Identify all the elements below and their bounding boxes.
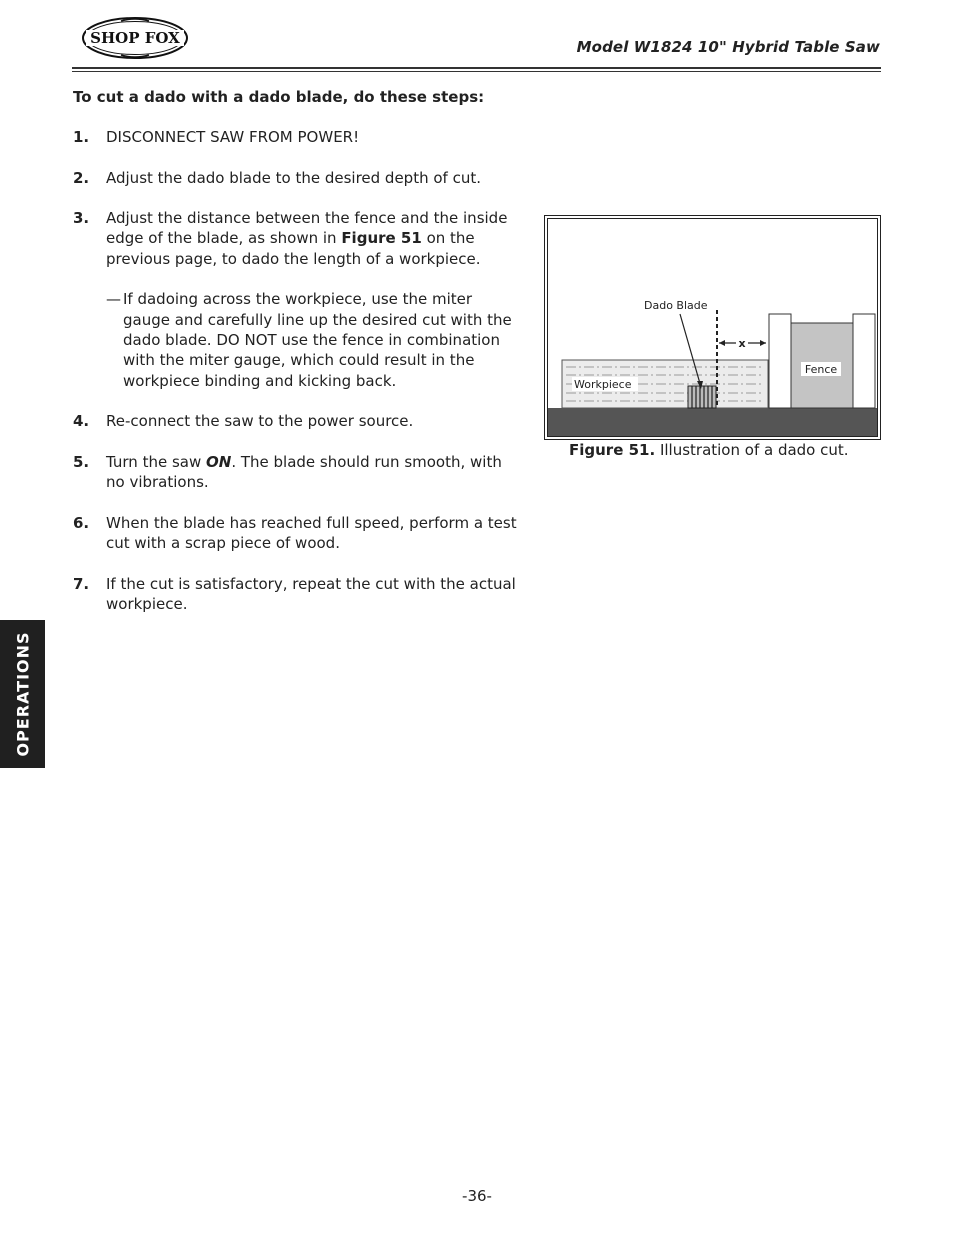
- section-intro: To cut a dado with a dado blade, do these steps:: [73, 88, 485, 106]
- svg-text:Workpiece: Workpiece: [574, 378, 632, 391]
- svg-text:Dado Blade: Dado Blade: [644, 299, 708, 312]
- step-1: 1. DISCONNECT SAW FROM POWER!: [73, 128, 360, 146]
- figure-reference: Figure 51: [341, 229, 422, 248]
- step-6: 6. When the blade has reached full speed, perform a test cut with a scrap piece of wood.: [73, 513, 517, 552]
- step-3-note: — If dadoing across the workpiece, use the miter gauge and carefully line up the desired cut with the dado blade. DO NOT use the fence in combination with the miter gauge, which could result in the workpiece binding and kicking back.: [106, 290, 512, 390]
- svg-text:Fence: Fence: [804, 363, 838, 376]
- svg-text:x: x: [738, 337, 746, 350]
- step-7: 7. If the cut is satisfactory, repeat the cut with the actual workpiece.: [73, 574, 516, 613]
- section-side-tab: OPERATIONS: [0, 620, 45, 768]
- svg-text:SHOP FOX: SHOP FOX: [90, 29, 180, 47]
- header-rule: [72, 67, 881, 69]
- step-4: 4. Re-connect the saw to the power source.: [73, 412, 414, 431]
- step-3: 3. Adjust the distance between the fence and the inside edge of the blade, as shown in Figure 51 on the previous page, to dado the length of a workpiece. — If dadoing across the workpiece, use the miter gauge and carefully line up the desired cut with the dado blade. DO NOT use the fence in combination with the miter gauge, which could result in the workpiece binding and kicking back.: [73, 208, 523, 391]
- header-rule-thin: [72, 71, 881, 72]
- step-2: 2. Adjust the dado blade to the desired depth of cut.: [73, 168, 481, 187]
- figure-51-illustration: [544, 215, 881, 440]
- fence-face: [769, 314, 791, 408]
- figure-caption: Figure 51. Illustration of a dado cut.: [569, 441, 849, 459]
- shop-fox-logo: [81, 16, 189, 60]
- dado-blade: [688, 386, 716, 408]
- steps-list: [73, 127, 523, 634]
- fence-back: [853, 314, 875, 408]
- model-title: Model W1824 10" Hybrid Table Saw: [576, 38, 880, 56]
- table-surface: [548, 408, 877, 436]
- page-number: -36-: [462, 1187, 492, 1205]
- step-5: 5. Turn the saw ON. The blade should run smooth, with no vibrations.: [73, 452, 502, 492]
